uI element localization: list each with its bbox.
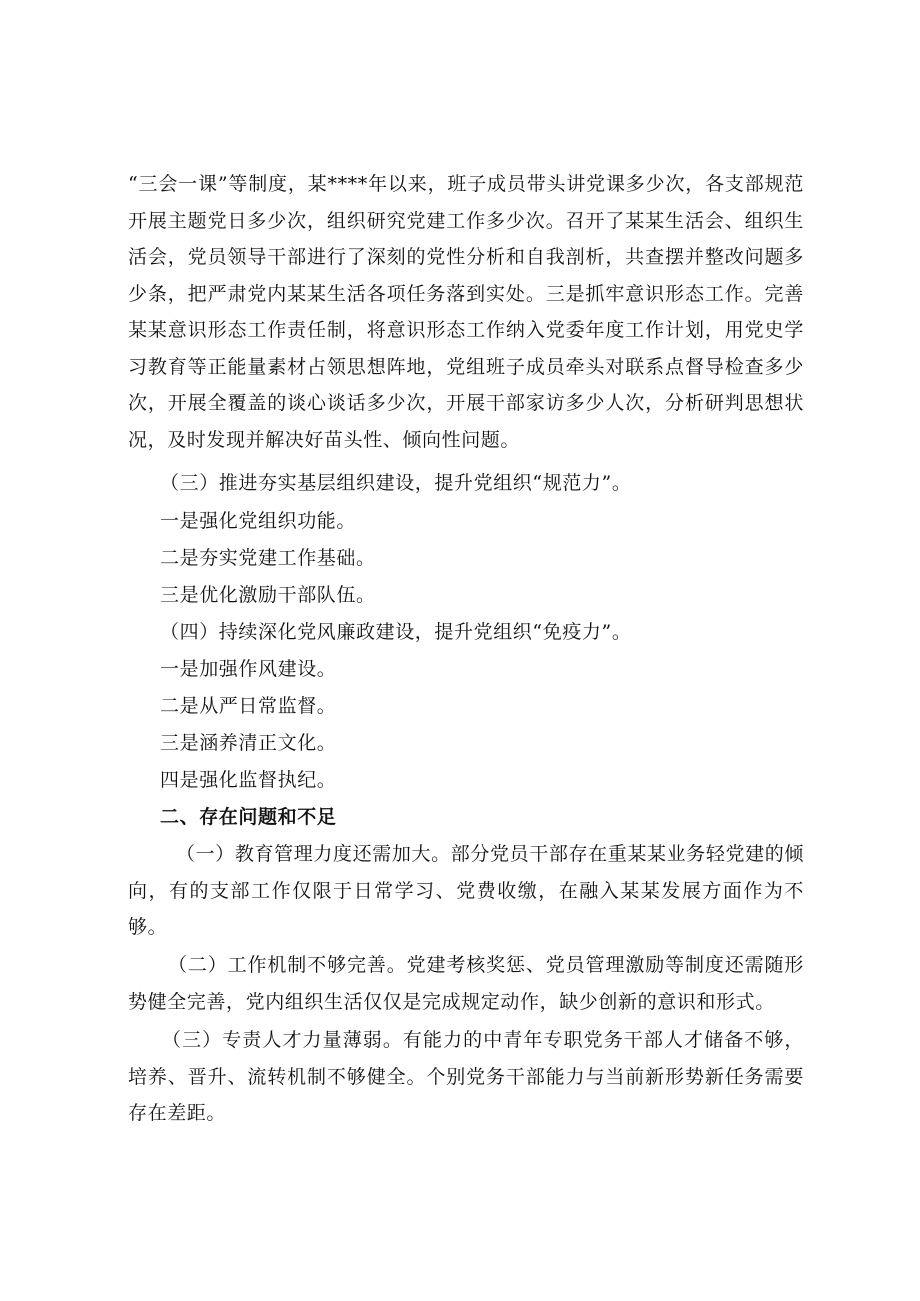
problem-paragraph-3: （三）专责人才力量薄弱。有能力的中青年专职党务干部人才储备不够，培养、晋升、流转机制不够健全。个别党务干部能力与当前新形势新任务需要存在差距。 <box>128 1029 804 1124</box>
section-4-item-3: 三是涵养清正文化。 <box>160 732 337 754</box>
section-3-item-1: 一是强化党组织功能。 <box>160 510 357 532</box>
section-heading-problems: 二、存在问题和不足 <box>160 806 337 828</box>
section-3-title: （三）推进夯实基层组织建设，提升党组织“规范力”。 <box>160 472 632 494</box>
section-4-title: （四）持续深化党风廉政建设，提升党组织“免疫力”。 <box>160 621 632 643</box>
section-4-item-2: 二是从严日常监督。 <box>160 695 337 717</box>
body-paragraph-work-report: “三会一课”等制度，某****年以来，班子成员带头讲党课多少次，各支部规范开展主题党日多少次，组织研究党建工作多少次。召开了某某生活会、组织生活会，党员领导干部进行了深刻的党性分析和自我剖析，共查摆并整改问题多少条，把严肃党内某某生活各项任务落到实处。三是抓牢意识形态工作。完善某某意识形态工作责任制，将意识形态工作纳入党委年度工作计划，用党史学习教育等正能量素材占领思想阵地，党组班子成员牵头对联系点督导检查多少次，开展全覆盖的谈心谈话多少次，开展干部家访多少人次，分析研判思想状况，及时发现并解决好苗头性、倾向性问题。 <box>128 173 804 451</box>
section-3-item-2: 二是夯实党建工作基础。 <box>160 547 376 569</box>
section-3-item-3: 三是优化激励干部队伍。 <box>160 584 376 606</box>
section-4-item-4: 四是强化监督执纪。 <box>160 769 337 791</box>
problem-paragraph-2: （二）工作机制不够完善。党建考核奖惩、党员管理激励等制度还需随形势健全完善，党内组织生活仅仅是完成规定动作，缺少创新的意识和形式。 <box>128 954 804 1013</box>
problem-paragraph-1: （一）教育管理力度还需加大。部分党员干部存在重某某业务轻党建的倾向，有的支部工作仅限于日常学习、党费收缴，在融入某某发展方面作为不够。 <box>128 843 804 938</box>
section-4-item-1: 一是加强作风建设。 <box>160 658 337 680</box>
